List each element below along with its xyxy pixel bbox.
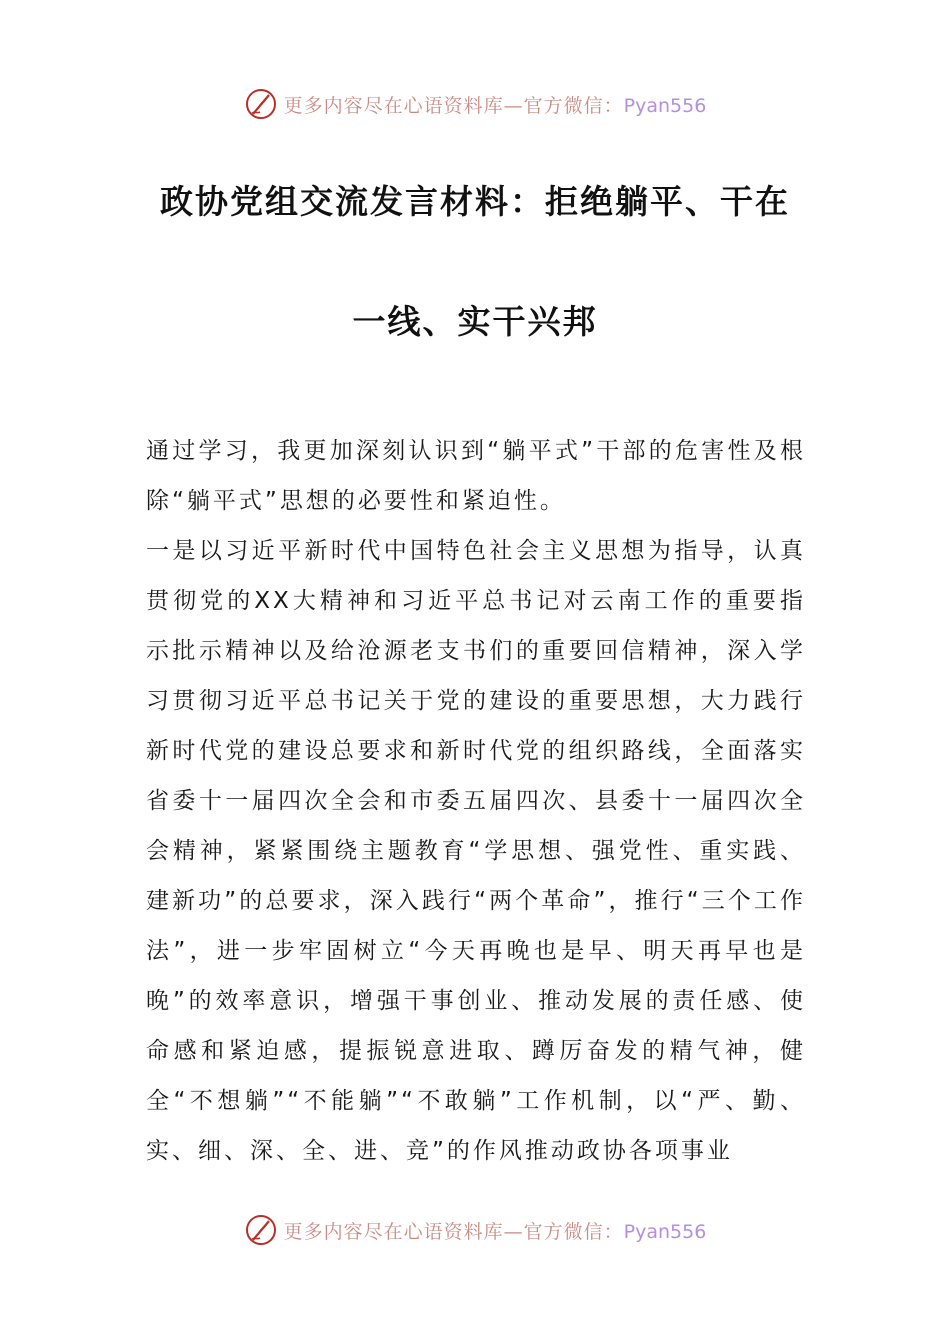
document-title-line-2: 一线、实干兴邦 [352, 302, 598, 341]
watermark-wechat-id: Pyan556 [623, 94, 707, 117]
watermark-wechat-id: Pyan556 [623, 1220, 707, 1243]
document-body [146, 426, 806, 1176]
header-watermark [0, 84, 950, 124]
watermark-text: 更多内容尽在心语资料库—官方微信：Pyan556 [283, 1220, 707, 1243]
quill-pen-circle-icon [244, 1213, 278, 1247]
paragraph-1: 通过学习，我更加深刻认识到“躺平式”干部的危害性及根除“躺平式”思想的必要性和紧迫性。 [146, 438, 806, 514]
document-title-line-1: 政协党组交流发言材料：拒绝躺平、干在 [160, 182, 790, 221]
footer-watermark [0, 1210, 950, 1250]
quill-pen-circle-icon [244, 87, 278, 121]
paragraph-2: 一是以习近平新时代中国特色社会主义思想为指导，认真贯彻党的XX大精神和习近平总书记对云南工作的重要指示批示精神以及给沧源老支书们的重要回信精神，深入学习贯彻习近平总书记关于党的建设的重要思想，大力践行新时代党的建设总要求和新时代党的组织路线，全面落实省委十一届四次全会和市委五届四次、县委十一届四次全会精神，紧紧围绕主题教育“学思想、强党性、重实践、建新功”的总要求，深入践行“两个革命”，推行“三个工作法”，进一步牢固树立“今天再晚也是早、明天再早也是晚”的效率意识，增强干事创业、推动发展的责任感、使命感和紧迫感，提振锐意进取、蹲厉奋发的精气神，健全“不想躺”“不能躺”“不敢躺”工作机制，以“严、勤、实、细、深、全、进、竞”的作风推动政协各项事业 [146, 538, 806, 1164]
watermark-text: 更多内容尽在心语资料库—官方微信：Pyan556 [283, 94, 707, 117]
